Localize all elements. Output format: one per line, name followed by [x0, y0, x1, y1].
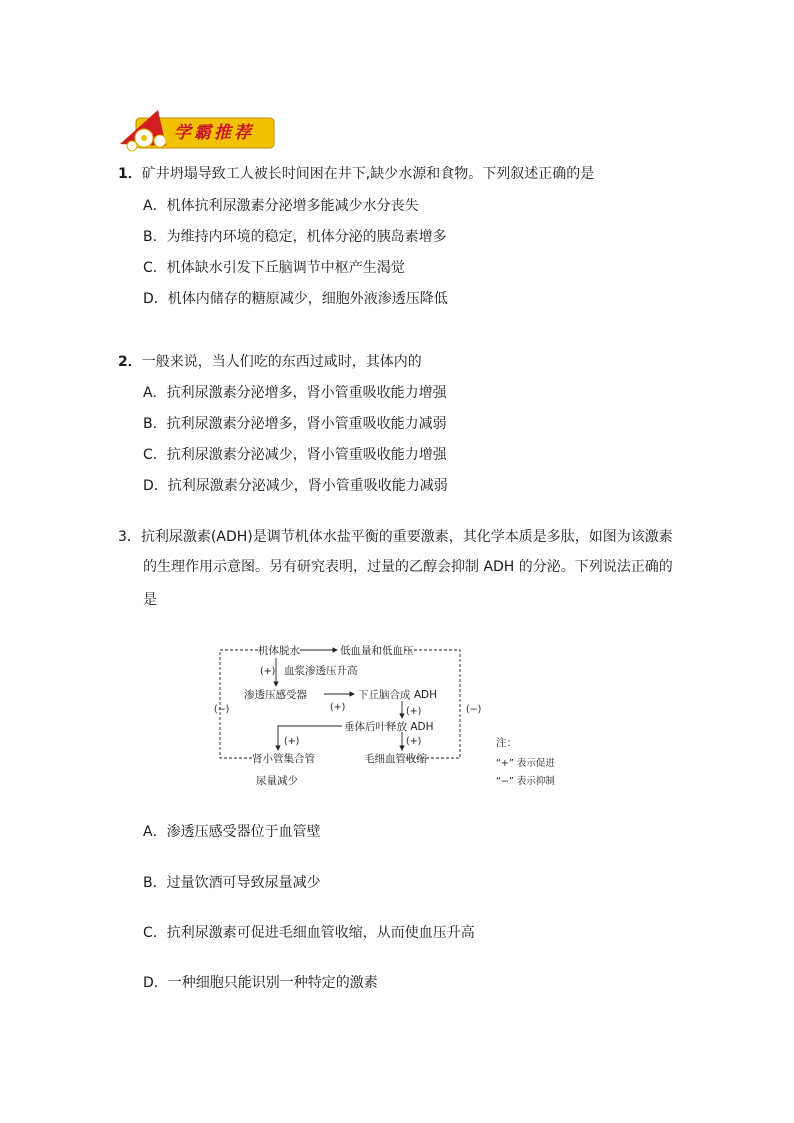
node-pituitary: 垂体后叶释放 ADH: [344, 721, 434, 733]
q1-number: 1．: [118, 166, 142, 182]
q3-option-b[interactable]: B．过量饮酒可导致尿量减少: [143, 875, 321, 891]
plus-label-1: (+): [260, 666, 276, 677]
adh-regulation-diagram: [214, 638, 594, 798]
plus-label-3: (+): [406, 706, 422, 717]
q3-number: 3．: [118, 529, 141, 545]
q2-option-b[interactable]: B．抗利尿激素分泌增多，肾小管重吸收能力减弱: [143, 416, 447, 432]
q3-stem-line-1: [118, 527, 673, 547]
q2-option-a[interactable]: A．抗利尿激素分泌增多，肾小管重吸收能力增强: [143, 385, 447, 401]
note-minus: “−” 表示抑制: [496, 776, 555, 787]
q3-stem-text-1: 抗利尿激素(ADH)是调节机体水盐平衡的重要激素，其化学本质是多肽，如图为该激素: [140, 529, 673, 545]
banner-label: 学霸推荐: [174, 123, 254, 143]
q3-option-c[interactable]: C．抗利尿激素可促进毛细血管收缩，从而使血压升高: [143, 925, 475, 941]
q2-option-d[interactable]: D．抗利尿激素分泌减少，肾小管重吸收能力减弱: [143, 478, 448, 494]
q1-option-b[interactable]: B．为维持内环境的稳定，机体分泌的胰岛素增多: [143, 229, 447, 245]
node-tubule: 肾小管集合管: [252, 753, 315, 765]
node-dehydration: 机体脱水: [258, 645, 300, 657]
note-plus: “+” 表示促进: [496, 758, 555, 769]
q3-stem-line-2: 的生理作用示意图。另有研究表明，过量的乙醇会抑制 ADH 的分泌。下列说法正确的: [143, 559, 673, 575]
node-capillary: 毛细血管收缩: [364, 753, 427, 765]
q1-stem-text: 矿井坍塌导致工人被长时间困在井下,缺少水源和食物。下列叙述正确的是: [141, 166, 595, 182]
q3-option-a[interactable]: A．渗透压感受器位于血管壁: [143, 824, 321, 840]
plus-label-2: (+): [330, 702, 346, 713]
q2-stem-text: 一般来说，当人们吃的东西过咸时，其体内的: [141, 354, 422, 370]
q2-number: 2．: [118, 354, 142, 370]
node-low-volume: 低血量和低血压: [340, 645, 414, 657]
minus-label-right: (−): [466, 704, 482, 715]
q1-option-c[interactable]: C．机体缺水引发下丘脑调节中枢产生渴觉: [143, 260, 405, 276]
node-plasma-osm: 血浆渗透压升高: [284, 665, 358, 677]
minus-label-left: (−): [214, 704, 230, 715]
q2-stem: [118, 352, 422, 372]
q3-stem-line-3: 是: [143, 592, 157, 608]
note-title: 注：: [496, 737, 517, 749]
plus-label-5: (+): [406, 736, 422, 747]
q2-option-c[interactable]: C．抗利尿激素分泌减少，肾小管重吸收能力增强: [143, 447, 447, 463]
plus-label-4: (+): [284, 736, 300, 747]
q1-option-d[interactable]: D．机体内储存的糖原减少，细胞外液渗透压降低: [143, 291, 448, 307]
q1-option-a[interactable]: A．机体抗利尿激素分泌增多能减少水分丧失: [143, 198, 419, 214]
banner-badge: [118, 108, 278, 154]
q3-option-d[interactable]: D．一种细胞只能识别一种特定的激素: [143, 975, 378, 991]
node-osmoreceptor: 渗透压感受器: [244, 689, 307, 701]
node-hypothalamus: 下丘脑合成 ADH: [358, 689, 438, 701]
q1-stem: [118, 164, 594, 184]
node-urine: 尿量减少: [256, 775, 298, 787]
